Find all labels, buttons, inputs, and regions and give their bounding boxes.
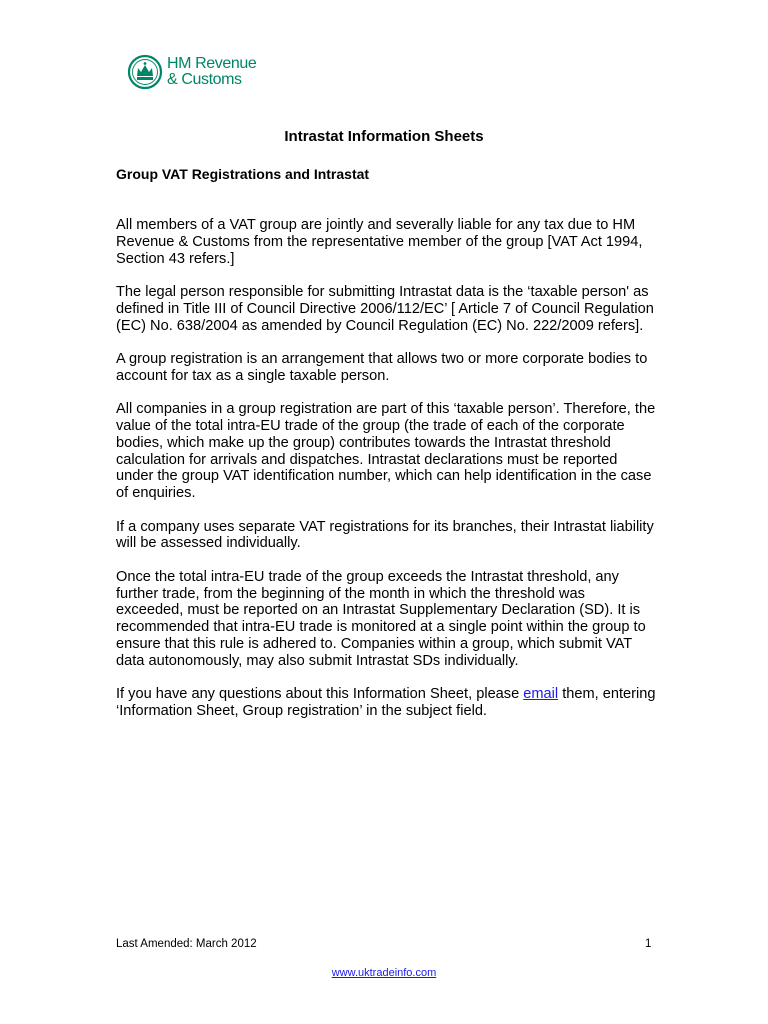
paragraph-separate-registrations: If a company uses separate VAT registrations for its branches, their Intrastat liability will be assessed individually.: [116, 518, 654, 552]
logo-line-2: & Customs: [167, 71, 242, 88]
footer-website: [0, 967, 768, 979]
last-amended-date: Last Amended: March 2012: [116, 938, 257, 950]
paragraph-legal-person: The legal person responsible for submitting Intrastat data is the ‘taxable person' as defined in Title III of Council Directive 2006/112/EC’ [ Article 7 of Council Regulation (EC) No. 638/2004 as amended by Council Regulation (EC) No. 222/2009 refers].: [116, 283, 654, 334]
logo-wordmark: [167, 56, 256, 88]
email-link[interactable]: email: [523, 686, 559, 703]
document-title: [0, 128, 768, 145]
paragraph-group-liability: All members of a VAT group are jointly and severally liable for any tax due to HM Revenue & Customs from the representative member of the group [VAT Act 1994, Section 43 refers.]: [116, 217, 643, 267]
website-link[interactable]: www.uktradeinfo.com: [331, 967, 437, 979]
paragraph-group-registration: A group registration is an arrangement that allows two or more corporate bodies to account for tax as a single taxable person.: [116, 350, 648, 384]
section-heading: Group VAT Registrations and Intrastat: [116, 166, 370, 182]
logo-line-1: HM Revenue: [167, 55, 257, 72]
hmrc-logo: [127, 54, 256, 90]
paragraph-taxable-person: All companies in a group registration are part of this ‘taxable person’. Therefore, the value of the total intra-EU trade of the group (the trade of each of the corporate bodies, which make up the group) contributes towards the Intrastat threshold calculation for arrivals and dispatches. Intrastat declarations must be reported under the group VAT identification number, which can help identification in the case of enquiries.: [116, 401, 656, 502]
contact-text-before: If you have any questions about this Information Sheet, please: [116, 686, 524, 703]
document-body: [116, 217, 656, 736]
paragraph-contact: [116, 686, 656, 720]
paragraph-threshold: Once the total intra-EU trade of the group exceeds the Intrastat threshold, any further trade, from the beginning of the month in which the threshold was exceeded, must be reported on an Intrastat Supplementary Declaration (SD). It is recommended that intra-EU trade is monitored at a single point within the group to ensure that this rule is adhered to. Companies within a group, which submit VAT data autonomously, may also submit Intrastat SDs individually.: [116, 568, 646, 669]
document-title-text: Intrastat Information Sheets: [284, 128, 484, 145]
contact-text-after: them, entering ‘Information Sheet, Group registration’ in the subject field.: [116, 686, 656, 719]
crown-crest-icon: [127, 54, 163, 90]
page-number: 1: [645, 938, 652, 950]
